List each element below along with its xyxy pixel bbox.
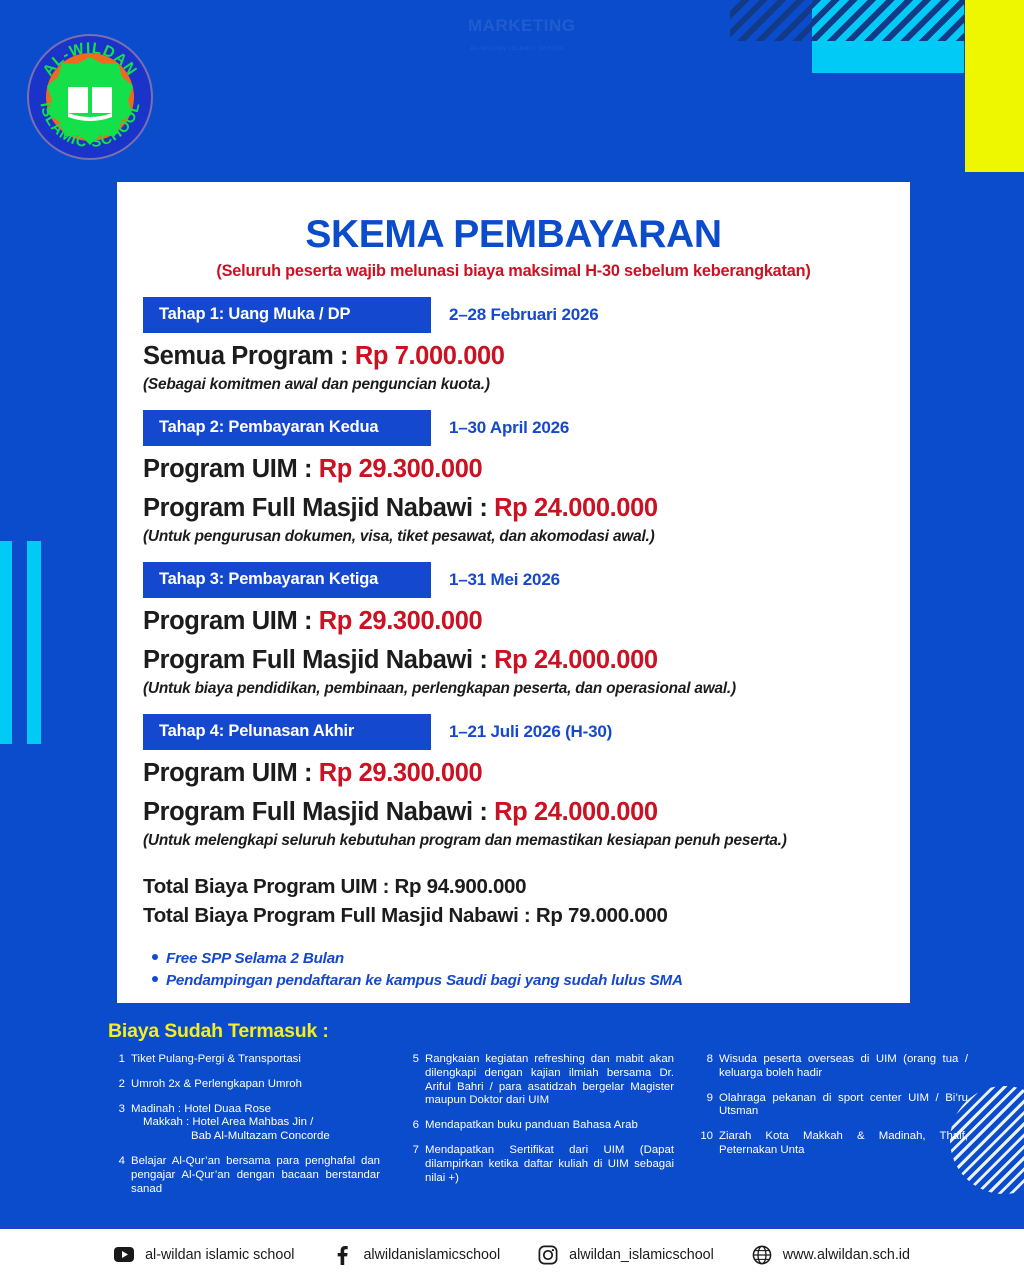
included-item [108, 1155, 380, 1196]
included-item-line-2: Makkah : Hotel Area Mahbas Jin / [143, 1116, 314, 1129]
stage-4-price-label-2: Program Full Masjid Nabawi : [143, 798, 488, 826]
bullet-dot-icon [152, 954, 158, 960]
footer-instagram[interactable] [538, 1245, 714, 1265]
included-item [402, 1119, 674, 1133]
included-item [696, 1130, 968, 1158]
stage-3-date: 1–31 Mei 2026 [449, 570, 560, 589]
footer-website[interactable] [752, 1245, 910, 1265]
stage-4-header [143, 714, 884, 750]
stage-2-price-row-2 [143, 492, 884, 524]
included-item-number: 3 [118, 1102, 125, 1115]
decor-cyan-bar-left-1 [0, 541, 12, 744]
bullet-dot-icon [152, 976, 158, 982]
stage-4-price-row-2 [143, 796, 884, 828]
included-item [402, 1053, 674, 1108]
svg-text:AL-WILDAN: AL-WILDAN [39, 39, 141, 80]
included-section [108, 1020, 968, 1207]
stage-1-chip: Tahap 1: Uang Muka / DP [143, 297, 431, 333]
included-title: Biaya Sudah Termasuk : [108, 1020, 329, 1042]
included-item-text: Wisuda peserta overseas di UIM (orang tua / keluarga boleh hadir [719, 1053, 968, 1079]
included-item [402, 1144, 674, 1185]
included-item-number: 2 [118, 1077, 125, 1090]
included-item-text: Mendapatkan Sertifikat dari UIM (Dapat dilampirkan ketika daftar kuliah di UIM sebagai nilai +) [425, 1143, 674, 1184]
stage-3-header [143, 562, 884, 598]
total-full-masjid-nabawi: Total Biaya Program Full Masjid Nabawi : Rp 79.000.000 [143, 904, 668, 927]
footer-facebook-label: alwildanislamicschool [363, 1246, 501, 1263]
stage-2-note: (Untuk pengurusan dokumen, visa, tiket pesawat, dan akomodasi awal.) [143, 528, 655, 545]
youtube-icon [114, 1245, 134, 1265]
globe-icon [752, 1245, 772, 1265]
stage-3-chip: Tahap 3: Pembayaran Ketiga [143, 562, 431, 598]
payment-scheme-card [117, 182, 910, 1003]
stage-3-price-row-1 [143, 605, 884, 637]
stage-3-price-amount-1: Rp 29.300.000 [318, 607, 483, 635]
footer-website-label: www.alwildan.sch.id [782, 1246, 910, 1263]
watermark-subtext: AL-WILDAN ISLAMIC SCHOOL [470, 46, 566, 52]
included-item-text: Rangkaian kegiatan refreshing dan mabit akan dilengkapi dengan kajian ilmiah bersama Dr. Ariful Bahri / para asatidzah bergelar Magister maupun Doktor dari UIM [425, 1053, 674, 1107]
stage-1-price-label: Semua Program : [143, 342, 349, 370]
included-item-text: Olahraga pekanan di sport center UIM / Bi’ru Utsman [719, 1091, 968, 1118]
stage-2-header [143, 410, 884, 446]
perk-label: Free SPP Selama 2 Bulan [166, 950, 345, 967]
stage-3-note: (Untuk biaya pendidikan, pembinaan, perlengkapan peserta, dan operasional awal.) [143, 680, 736, 697]
included-item-text: Tiket Pulang-Pergi & Transportasi [131, 1053, 301, 1065]
watermark-text: MARKETING [468, 16, 576, 35]
page-subtitle: (Seluruh peserta wajib melunasi biaya maksimal H-30 sebelum keberangkatan) [216, 262, 811, 280]
included-item-text: Belajar Al-Qur’an bersama para penghafal dan pengajar Al-Qur’an dengan bacaan berstandar sanad [131, 1154, 380, 1195]
stage-4-chip: Tahap 4: Pelunasan Akhir [143, 714, 431, 750]
decor-cyan-stripes [812, 0, 964, 41]
included-item-number: 4 [118, 1154, 125, 1167]
included-item-line-1: Madinah : Hotel Duaa Rose [131, 1102, 271, 1115]
included-column-1 [108, 1053, 380, 1207]
stage-2-price-amount-2: Rp 24.000.000 [494, 494, 658, 522]
stage-2-chip: Tahap 2: Pembayaran Kedua [143, 410, 431, 446]
included-item-text: Mendapatkan buku panduan Bahasa Arab [425, 1119, 638, 1132]
included-item [108, 1103, 380, 1144]
totals-block [143, 872, 884, 930]
stage-3-price-row-2 [143, 644, 884, 676]
included-item-text-multiline [131, 1103, 380, 1144]
facebook-icon [332, 1245, 352, 1265]
stage-2-date: 1–30 April 2026 [449, 418, 570, 437]
included-column-3 [696, 1053, 968, 1207]
perk-item [152, 970, 884, 992]
included-item-number: 10 [700, 1130, 713, 1143]
included-item [696, 1092, 968, 1120]
footer-bar [0, 1226, 1024, 1280]
marketing-watermark [468, 16, 576, 60]
stage-2-price-row-1 [143, 453, 884, 485]
included-item-number: 8 [706, 1053, 713, 1065]
included-item-line-3: Bab Al-Multazam Concorde [191, 1130, 330, 1143]
stage-4-price-row-1 [143, 757, 884, 789]
stage-3 [143, 562, 884, 698]
stage-4 [143, 714, 884, 850]
included-item-number: 6 [412, 1119, 419, 1132]
stage-1-note: (Sebagai komitmen awal dan penguncian kuota.) [143, 376, 490, 393]
included-column-2 [402, 1053, 674, 1207]
included-item [108, 1078, 380, 1092]
included-item-text: Ziarah Kota Makkah & Madinah, Thaif, Peternakan Unta [719, 1130, 968, 1156]
footer-youtube[interactable] [114, 1245, 294, 1265]
stage-4-note: (Untuk melengkapi seluruh kebutuhan program dan memastikan kesiapan penuh peserta.) [143, 832, 787, 849]
stage-4-price-amount-1: Rp 29.300.000 [318, 759, 483, 787]
footer-facebook[interactable] [332, 1245, 500, 1265]
footer-instagram-label: alwildan_islamicschool [569, 1246, 714, 1263]
perks-list [152, 948, 884, 992]
stage-2-price-label-2: Program Full Masjid Nabawi : [143, 494, 488, 522]
stage-2-price-label-1: Program UIM : [143, 455, 313, 483]
included-item-number: 9 [706, 1091, 713, 1104]
school-logo [26, 31, 154, 164]
stage-1-price-amount: Rp 7.000.000 [354, 342, 505, 370]
included-item [108, 1053, 380, 1067]
included-item-text: Umroh 2x & Perlengkapan Umroh [131, 1077, 302, 1090]
included-item-number: 5 [412, 1053, 419, 1065]
stage-3-price-amount-2: Rp 24.000.000 [494, 646, 658, 674]
stage-2 [143, 410, 884, 546]
stage-4-price-amount-2: Rp 24.000.000 [494, 798, 658, 826]
footer-youtube-label: al-wildan islamic school [145, 1246, 295, 1263]
included-item-number: 7 [412, 1143, 419, 1156]
total-uim: Total Biaya Program UIM : Rp 94.900.000 [143, 875, 527, 898]
stage-3-price-label-1: Program UIM : [143, 607, 313, 635]
decor-yellow-block [965, 0, 1024, 172]
included-item-number: 1 [118, 1053, 125, 1065]
instagram-icon [538, 1245, 558, 1265]
stage-2-price-amount-1: Rp 29.300.000 [318, 455, 483, 483]
perk-label: Pendampingan pendaftaran ke kampus Saudi bagi yang sudah lulus SMA [166, 972, 683, 989]
page-title: SKEMA PEMBAYARAN [305, 213, 722, 256]
included-item [696, 1053, 968, 1081]
included-columns [108, 1053, 968, 1207]
svg-text:ISLAMIC SCHOOL: ISLAMIC SCHOOL [36, 100, 144, 152]
perk-item [152, 948, 884, 970]
stage-4-date: 1–21 Juli 2026 (H-30) [449, 722, 613, 741]
stage-1-date: 2–28 Februari 2026 [449, 305, 599, 324]
decor-cyan-bar-left-2 [27, 541, 41, 744]
stage-1-price-row [143, 340, 884, 372]
stage-3-price-label-2: Program Full Masjid Nabawi : [143, 646, 488, 674]
stage-1 [143, 297, 884, 394]
stage-1-header [143, 297, 884, 333]
stage-4-price-label-1: Program UIM : [143, 759, 313, 787]
